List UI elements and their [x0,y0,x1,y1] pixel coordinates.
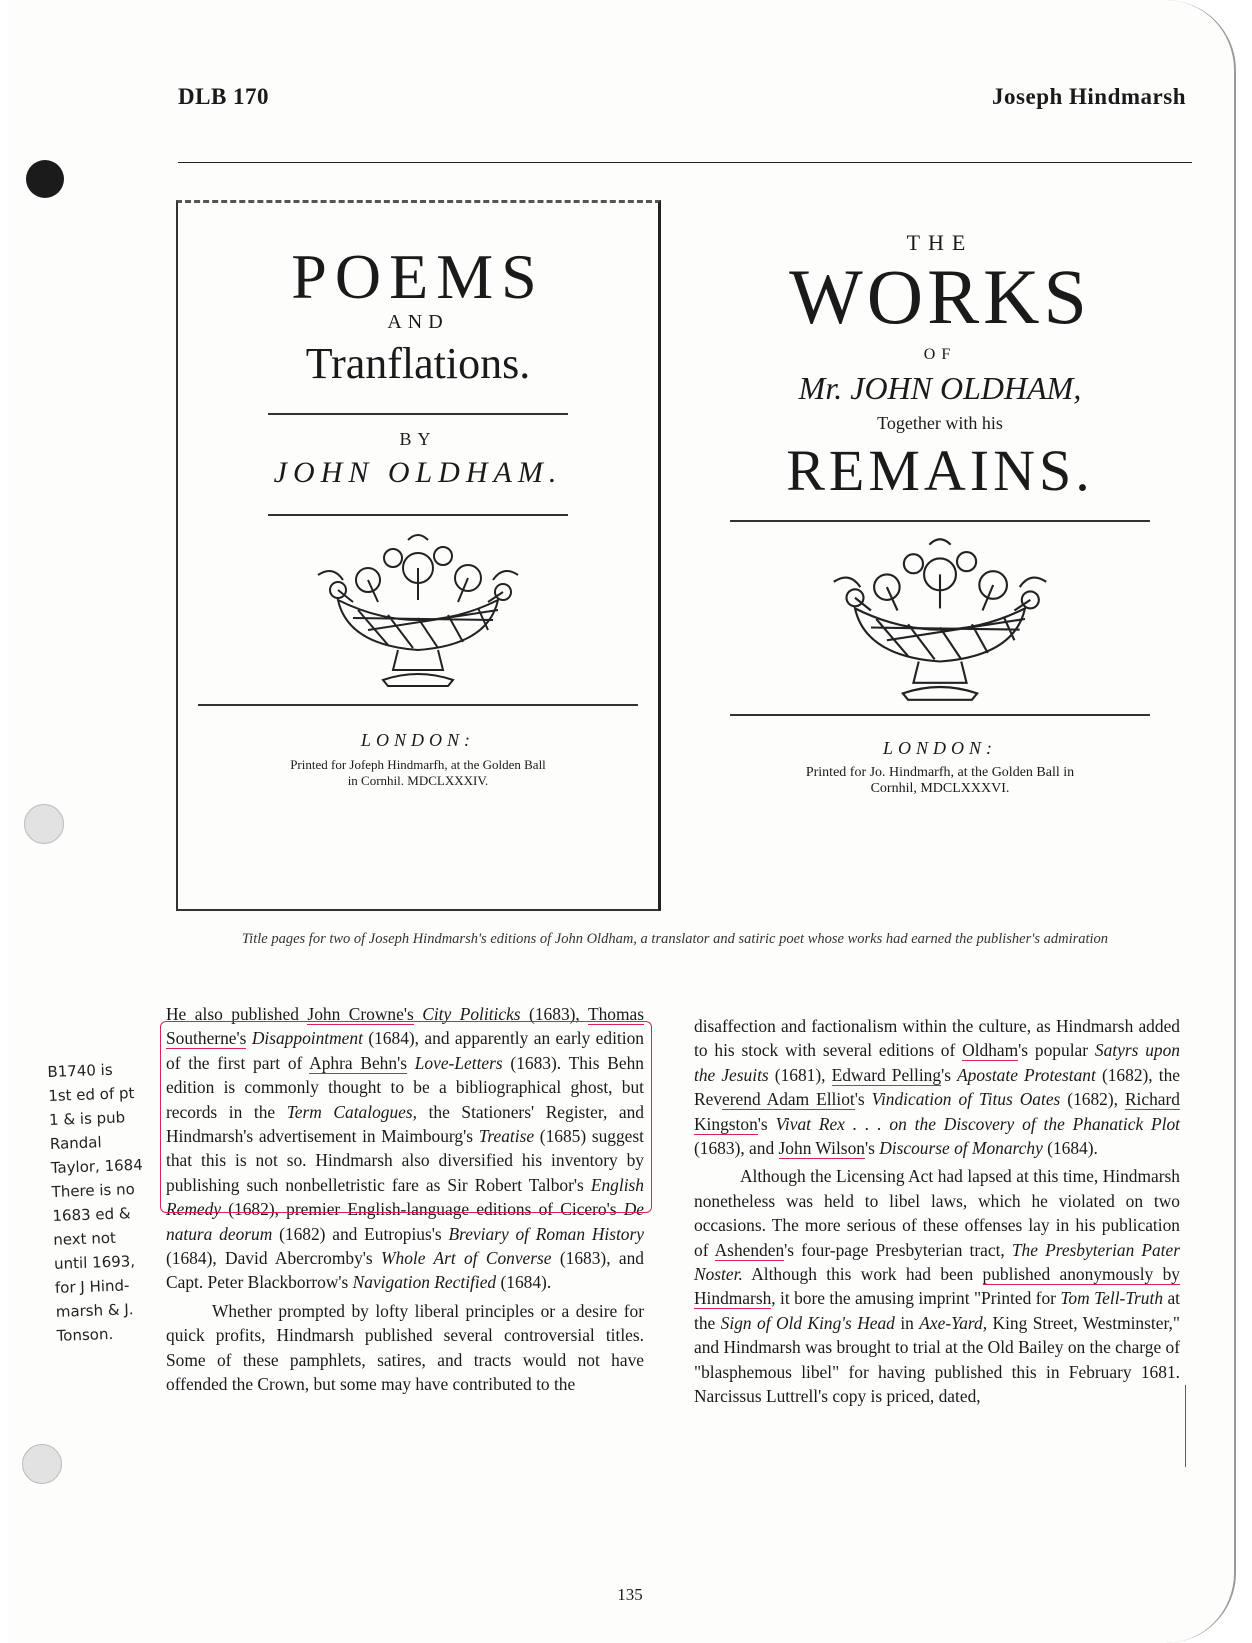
tp1-imprint-line1: Printed for Jofeph Hindmarfh, at the Golden Ball [290,757,546,772]
page-number: 135 [617,1585,643,1604]
right-paragraph-2: Although the Licensing Act had lapsed at this time, Hindmarsh nonetheless was held to libel laws, which he violated on two occasions. The more serious of these offenses lay in his publication of Ashenden's four-page Presbyterian tract, The Presbyterian Pater Noster. Although this work had been published anonymously by Hindmarsh, it bore the amusing imprint "Printed for Tom Tell-Truth at the Sign of Old King's Head in Axe-Yard, King Street, Westminster," and Hindmarsh was brought to trial at the Old Bailey on the charge of "blasphemous libel" for having published this in February 1681. Narcissus Luttrell's copy is priced, dated, [694,1166,1181,1407]
annotated-name: Ashenden [714,1239,785,1260]
tp2-imprint-line2: Cornhil, MDCLXXXVI. [870,781,1010,796]
tp1-london: LONDON: [360,730,475,750]
annotated-name: John Wilson [778,1138,865,1159]
margin-mark [1185,1385,1186,1467]
tp2-remains: REMAINS. [786,438,1094,503]
left-paragraph-1: He also published John Crowne's City Politicks (1683), Thomas Southerne's Disappointment (1684), and apparently an early edition of the first part of Aphra Behn's Love-Letters (1683). This Behn edition is commonly thought to be a bibliographical ghost, but records in the Term Catalogues, the Stationers' Register, and Hindmarsh's advertisement in Maimbourg's Treatise (1685) suggest that this is not so. Hindmarsh also diversified his inventory by publishing such nonbelletristic fare as Sir Robert Talbor's English Remedy (1682), premier English-language editions of Cicero's De natura deorum (1682) and Eutropius's Breviary of Roman History (1684), David Abercromby's Whole Art of Converse (1683), and Capt. Peter Blackborrow's Navigation Rectified (1684). [166,1004,644,1293]
tp2-rule-2 [730,714,1150,716]
tp2-rule-1 [730,520,1150,522]
figure-caption: Title pages for two of Joseph Hindmarsh's editions of John Oldham, a translator and satiric poet whose works had earned the publisher's admiration [241,931,1109,947]
binder-hole-bottom [22,1444,62,1484]
binder-hole-middle [24,804,64,844]
title-page-works [730,230,1150,890]
highlight-box [160,1021,652,1213]
right-paragraph-1: disaffection and factionalism within the culture, as Hindmarsh added to his stock with several editions of Oldham's popular Satyrs upon the Jesuits (1681), Edward Pelling's Apostate Protestant (1682), the Reverend Adam Elliot's Vindication of Titus Oates (1682), Richard Kingston's Vivat Rex . . . on the Discovery of the Phanatick Plot (1683), and John Wilson's Discourse of Monarchy (1684). [694,1016,1181,1159]
annotated-name: Thomas Southerne's [166,1004,644,1049]
running-head-right: Joseph Hindmarsh [992,84,1186,109]
annotated-phrase: published anonymously by Hindmarsh [694,1264,1180,1309]
tp2-london: LONDON: [882,738,997,758]
tp1-and: AND [387,311,449,333]
tp2-works: WORKS [789,253,1091,340]
annotated-name: Oldham [962,1040,1019,1061]
annotated-name: John Crowne's [307,1004,414,1024]
title-page-poems [176,200,661,911]
handwritten-margin-note: B1740 is 1st ed of pt 1 & is pub Randal Taylor, 1684 There is no 1683 ed & next not until 1693, for J Hind- marsh & J. Tonson. [47,1060,144,1345]
running-head-left: DLB 170 [178,84,270,109]
binder-hole-top [26,160,64,198]
tp1-imprint-line2: in Cornhil. MDCLXXXIV. [347,773,489,788]
tp1-author: JOHN OLDHAM. [273,456,563,489]
tp1-translations: Tranflations. [305,339,531,388]
tp2-of: OF [923,346,957,363]
tp1-title: POEMS [291,241,545,312]
tp1-by: BY [399,429,437,449]
annotated-name: Aphra Behn's [309,1052,407,1073]
tp1-rule-2 [268,514,568,516]
annotated-name: Richard Kingston [694,1089,1181,1134]
flower-basket-ornament-2 [810,534,1070,704]
tp2-imprint-line1: Printed for Jo. Hindmarfh, at the Golden Ball in [805,765,1075,780]
tp2-together: Together with his [877,413,1003,433]
tp1-rule-1 [268,413,568,415]
left-paragraph-2: Whether prompted by lofty liberal principles or a desire for quick profits, Hindmarsh published several controversial titles. Some of these pamphlets, satires, and tracts would not have offended the Crown, but some may have contributed to the [166,1300,644,1395]
right-column [694,1014,1180,1409]
annotated-name: Edward Pelling [831,1064,942,1085]
tp2-the: THE [906,230,974,255]
flower-basket-ornament [298,530,538,690]
annotated-name: erend Adam Elliot [722,1089,855,1110]
tp2-author: Mr. JOHN OLDHAM, [798,370,1082,406]
header-rule [178,162,1192,163]
tp1-rule-3 [198,704,638,706]
